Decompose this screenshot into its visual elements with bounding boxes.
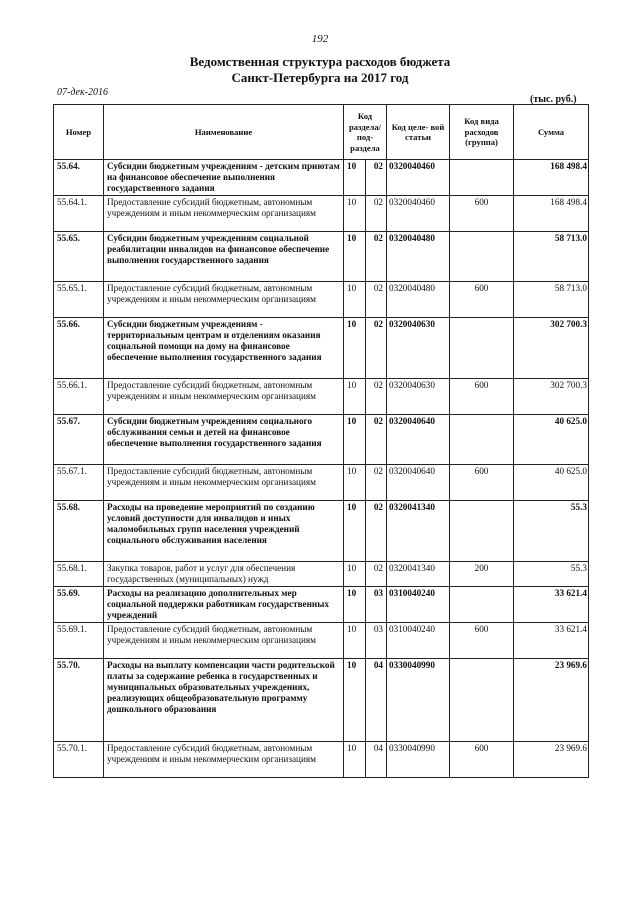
row-name: Предоставление субсидий бюджетным, автономным учреждениям и иным некоммерческим организациям xyxy=(104,282,344,318)
table-row xyxy=(54,562,589,587)
row-subsection: 02 xyxy=(366,232,387,282)
row-expense-kind: 600 xyxy=(450,742,514,778)
table-row xyxy=(54,196,589,232)
row-number: 55.70. xyxy=(54,659,104,742)
row-section: 10 xyxy=(344,659,366,742)
col-header-target: Код целе- вой статьи xyxy=(387,105,450,160)
row-number: 55.67. xyxy=(54,415,104,465)
row-sum: 168 498.4 xyxy=(514,196,589,232)
table-row xyxy=(54,659,589,742)
row-section: 10 xyxy=(344,501,366,562)
title-line-1: Ведомственная структура расходов бюджета xyxy=(189,54,451,69)
row-subsection: 02 xyxy=(366,465,387,501)
row-expense-kind xyxy=(450,160,514,196)
row-subsection: 02 xyxy=(366,562,387,587)
row-subsection: 04 xyxy=(366,659,387,742)
row-sum: 302 700.3 xyxy=(514,379,589,415)
row-sum: 40 625.0 xyxy=(514,465,589,501)
row-target-code: 0320040460 xyxy=(387,196,450,232)
row-target-code: 0320041340 xyxy=(387,562,450,587)
row-expense-kind xyxy=(450,659,514,742)
units-label: (тыс. руб.) xyxy=(530,94,577,105)
row-sum: 55.3 xyxy=(514,562,589,587)
row-number: 55.67.1. xyxy=(54,465,104,501)
row-subsection: 02 xyxy=(366,501,387,562)
row-sum: 302 700.3 xyxy=(514,318,589,379)
row-subsection: 02 xyxy=(366,318,387,379)
row-number: 55.66.1. xyxy=(54,379,104,415)
row-expense-kind xyxy=(450,232,514,282)
row-target-code: 0320040480 xyxy=(387,282,450,318)
row-sum: 23 969.6 xyxy=(514,659,589,742)
row-name: Субсидии бюджетным учреждениям - территориальным центрам и отделениям оказания социальной помощи на дому на финансовое обеспечение выполнения государственного задания xyxy=(104,318,344,379)
row-target-code: 0320040460 xyxy=(387,160,450,196)
row-expense-kind xyxy=(450,587,514,623)
col-header-number: Номер xyxy=(54,105,104,160)
row-section: 10 xyxy=(344,742,366,778)
row-number: 55.68.1. xyxy=(54,562,104,587)
row-subsection: 02 xyxy=(366,379,387,415)
row-section: 10 xyxy=(344,318,366,379)
row-section: 10 xyxy=(344,465,366,501)
row-expense-kind: 600 xyxy=(450,623,514,659)
row-section: 10 xyxy=(344,232,366,282)
row-name: Расходы на выплату компенсации части родительской платы за содержание ребенка в государственных и муниципальных образовательных учреждениях, реализующих общеобразовательную программу дошкольного образования xyxy=(104,659,344,742)
row-name: Закупка товаров, работ и услуг для обеспечения государственных (муниципальных) нужд xyxy=(104,562,344,587)
row-target-code: 0330040990 xyxy=(387,659,450,742)
table-row xyxy=(54,160,589,196)
row-expense-kind: 600 xyxy=(450,379,514,415)
row-target-code: 0310040240 xyxy=(387,587,450,623)
row-name: Предоставление субсидий бюджетным, автономным учреждениям и иным некоммерческим организациям xyxy=(104,379,344,415)
row-section: 10 xyxy=(344,282,366,318)
row-number: 55.66. xyxy=(54,318,104,379)
row-expense-kind: 600 xyxy=(450,282,514,318)
row-sum: 33 621.4 xyxy=(514,623,589,659)
document-date: 07-дек-2016 xyxy=(57,87,108,98)
row-target-code: 0330040990 xyxy=(387,742,450,778)
document-title xyxy=(0,54,640,86)
col-header-kind: Код вида расходов (группа) xyxy=(450,105,514,160)
table-row xyxy=(54,318,589,379)
row-sum: 33 621.4 xyxy=(514,587,589,623)
table-body xyxy=(54,160,589,778)
row-name: Предоставление субсидий бюджетным, автономным учреждениям и иным некоммерческим организациям xyxy=(104,742,344,778)
row-section: 10 xyxy=(344,196,366,232)
row-expense-kind: 600 xyxy=(450,196,514,232)
row-section: 10 xyxy=(344,587,366,623)
row-section: 10 xyxy=(344,623,366,659)
col-header-sum: Сумма xyxy=(514,105,589,160)
table-row xyxy=(54,415,589,465)
row-expense-kind xyxy=(450,415,514,465)
row-section: 10 xyxy=(344,562,366,587)
row-target-code: 0320040640 xyxy=(387,465,450,501)
row-subsection: 02 xyxy=(366,196,387,232)
row-target-code: 0310040240 xyxy=(387,623,450,659)
row-section: 10 xyxy=(344,379,366,415)
row-expense-kind xyxy=(450,501,514,562)
row-sum: 40 625.0 xyxy=(514,415,589,465)
row-name: Предоставление субсидий бюджетным, автономным учреждениям и иным некоммерческим организациям xyxy=(104,465,344,501)
title-line-2: Санкт-Петербурга на 2017 год xyxy=(231,70,409,85)
row-number: 55.65.1. xyxy=(54,282,104,318)
row-subsection: 02 xyxy=(366,282,387,318)
row-subsection: 03 xyxy=(366,587,387,623)
row-number: 55.70.1. xyxy=(54,742,104,778)
row-number: 55.68. xyxy=(54,501,104,562)
row-subsection: 02 xyxy=(366,415,387,465)
row-target-code: 0320040480 xyxy=(387,232,450,282)
table-row xyxy=(54,623,589,659)
row-name: Расходы на проведение мероприятий по созданию условий доступности для инвалидов и иных маломобильных групп населения учреждений социального обслуживания населения xyxy=(104,501,344,562)
row-sum: 58 713.0 xyxy=(514,282,589,318)
col-header-section: Код раздела/ под- раздела xyxy=(344,105,387,160)
budget-table xyxy=(53,104,589,778)
row-subsection: 04 xyxy=(366,742,387,778)
row-number: 55.64. xyxy=(54,160,104,196)
row-sum: 23 969.6 xyxy=(514,742,589,778)
row-name: Предоставление субсидий бюджетным, автономным учреждениям и иным некоммерческим организациям xyxy=(104,196,344,232)
row-name: Расходы на реализацию дополнительных мер социальной поддержки работникам государственных учреждений xyxy=(104,587,344,623)
col-header-name: Наименование xyxy=(104,105,344,160)
page-number: 192 xyxy=(311,33,329,45)
row-sum: 58 713.0 xyxy=(514,232,589,282)
table-row xyxy=(54,742,589,778)
row-name: Субсидии бюджетным учреждениям социального обслуживания семьи и детей на финансовое обеспечение выполнения государственного задания xyxy=(104,415,344,465)
row-number: 55.65. xyxy=(54,232,104,282)
row-number: 55.69. xyxy=(54,587,104,623)
row-number: 55.69.1. xyxy=(54,623,104,659)
row-section: 10 xyxy=(344,415,366,465)
table-row xyxy=(54,587,589,623)
row-expense-kind: 200 xyxy=(450,562,514,587)
row-target-code: 0320041340 xyxy=(387,501,450,562)
row-section: 10 xyxy=(344,160,366,196)
row-name: Субсидии бюджетным учреждениям социальной реабилитации инвалидов на финансовое обеспечение выполнения государственного задания xyxy=(104,232,344,282)
row-target-code: 0320040640 xyxy=(387,415,450,465)
row-target-code: 0320040630 xyxy=(387,379,450,415)
table-row xyxy=(54,501,589,562)
row-expense-kind xyxy=(450,318,514,379)
row-sum: 55.3 xyxy=(514,501,589,562)
row-name: Субсидии бюджетным учреждениям - детским приютам на финансовое обеспечение выполнения государственного задания xyxy=(104,160,344,196)
row-expense-kind: 600 xyxy=(450,465,514,501)
table-header-row xyxy=(54,105,589,160)
row-subsection: 03 xyxy=(366,623,387,659)
table-row xyxy=(54,232,589,282)
row-name: Предоставление субсидий бюджетным, автономным учреждениям и иным некоммерческим организациям xyxy=(104,623,344,659)
table-row xyxy=(54,379,589,415)
row-target-code: 0320040630 xyxy=(387,318,450,379)
row-subsection: 02 xyxy=(366,160,387,196)
table-row xyxy=(54,465,589,501)
table-row xyxy=(54,282,589,318)
row-number: 55.64.1. xyxy=(54,196,104,232)
row-sum: 168 498.4 xyxy=(514,160,589,196)
